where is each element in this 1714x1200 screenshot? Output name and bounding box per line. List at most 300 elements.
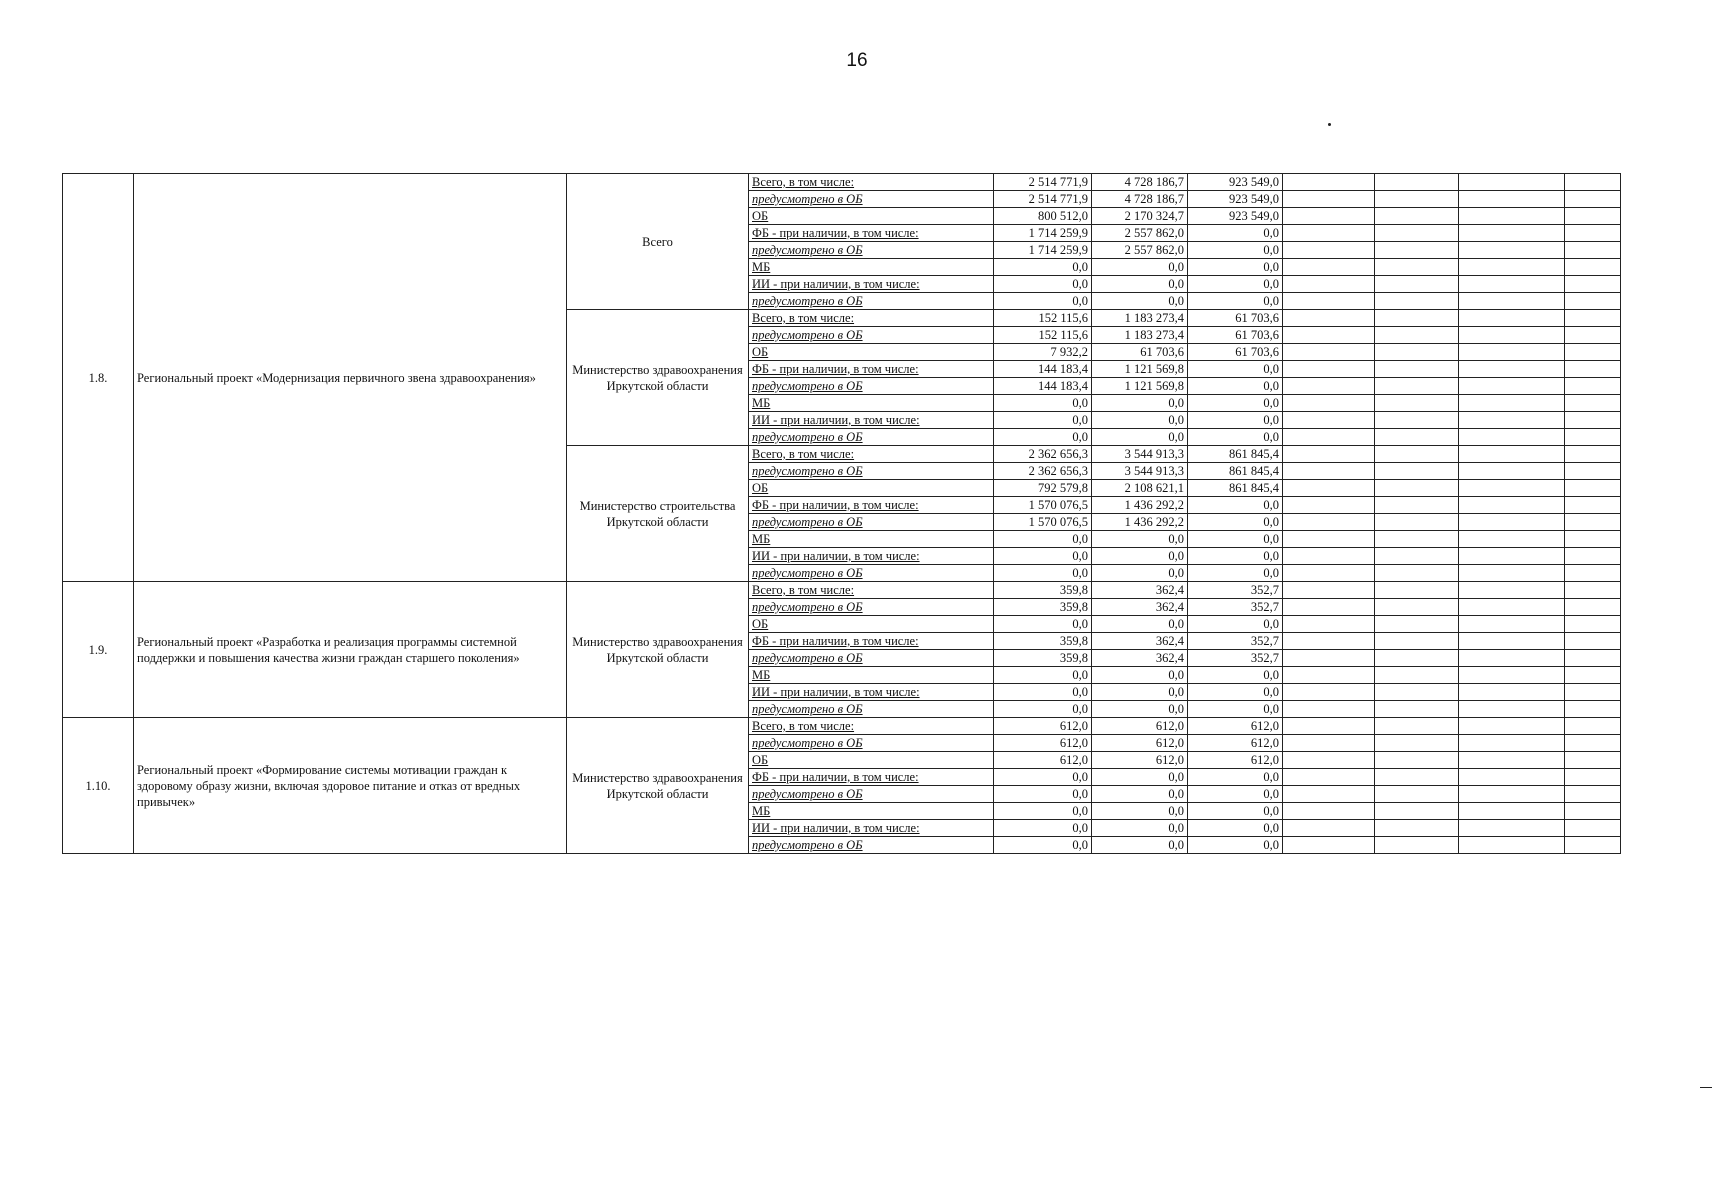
funding-source-label: ФБ - при наличии, в том числе:	[749, 633, 994, 650]
amount-cell: 359,8	[994, 633, 1092, 650]
amount-cell: 362,4	[1092, 582, 1188, 599]
empty-cell	[1565, 463, 1621, 480]
amount-cell: 923 549,0	[1188, 208, 1283, 225]
empty-cell	[1283, 820, 1375, 837]
empty-cell	[1283, 327, 1375, 344]
empty-cell	[1565, 446, 1621, 463]
empty-cell	[1459, 208, 1565, 225]
funding-source-label: ФБ - при наличии, в том числе:	[749, 361, 994, 378]
empty-cell	[1459, 837, 1565, 854]
empty-cell	[1565, 701, 1621, 718]
empty-cell	[1375, 718, 1459, 735]
empty-cell	[1565, 820, 1621, 837]
empty-cell	[1459, 361, 1565, 378]
amount-cell: 0,0	[994, 616, 1092, 633]
executor-cell: Министерство здравоохранения Иркутской области	[567, 582, 749, 718]
empty-cell	[1283, 463, 1375, 480]
empty-cell	[1375, 735, 1459, 752]
funding-source-label: предусмотрено в ОБ	[749, 786, 994, 803]
funding-source-label: МБ	[749, 667, 994, 684]
funding-source-label: ФБ - при наличии, в том числе:	[749, 225, 994, 242]
funding-source-label: предусмотрено в ОБ	[749, 293, 994, 310]
amount-cell: 2 557 862,0	[1092, 242, 1188, 259]
funding-source-label: ФБ - при наличии, в том числе:	[749, 769, 994, 786]
amount-cell: 3 544 913,3	[1092, 446, 1188, 463]
funding-source-label: ИИ - при наличии, в том числе:	[749, 412, 994, 429]
empty-cell	[1459, 565, 1565, 582]
amount-cell: 861 845,4	[1188, 463, 1283, 480]
funding-source-label: МБ	[749, 395, 994, 412]
empty-cell	[1283, 276, 1375, 293]
empty-cell	[1375, 837, 1459, 854]
amount-cell: 612,0	[1092, 752, 1188, 769]
amount-cell: 0,0	[1092, 412, 1188, 429]
empty-cell	[1375, 463, 1459, 480]
amount-cell: 0,0	[1092, 769, 1188, 786]
executor-cell: Министерство строительства Иркутской области	[567, 446, 749, 582]
empty-cell	[1459, 174, 1565, 191]
funding-source-label: Всего, в том числе:	[749, 446, 994, 463]
amount-cell: 0,0	[1188, 684, 1283, 701]
empty-cell	[1459, 429, 1565, 446]
empty-cell	[1565, 531, 1621, 548]
amount-cell: 0,0	[994, 395, 1092, 412]
amount-cell: 0,0	[1092, 276, 1188, 293]
empty-cell	[1283, 395, 1375, 412]
empty-cell	[1283, 837, 1375, 854]
funding-source-label: предусмотрено в ОБ	[749, 837, 994, 854]
empty-cell	[1459, 769, 1565, 786]
empty-cell	[1283, 412, 1375, 429]
empty-cell	[1375, 565, 1459, 582]
empty-cell	[1459, 327, 1565, 344]
amount-cell: 4 728 186,7	[1092, 174, 1188, 191]
empty-cell	[1283, 344, 1375, 361]
empty-cell	[1459, 786, 1565, 803]
empty-cell	[1375, 310, 1459, 327]
empty-cell	[1565, 310, 1621, 327]
empty-cell	[1375, 361, 1459, 378]
executor-cell: Министерство здравоохранения Иркутской области	[567, 718, 749, 854]
amount-cell: 0,0	[1092, 701, 1188, 718]
empty-cell	[1565, 208, 1621, 225]
funding-source-label: Всего, в том числе:	[749, 582, 994, 599]
empty-cell	[1283, 803, 1375, 820]
amount-cell: 152 115,6	[994, 310, 1092, 327]
empty-cell	[1375, 769, 1459, 786]
amount-cell: 612,0	[994, 752, 1092, 769]
empty-cell	[1375, 378, 1459, 395]
amount-cell: 0,0	[1092, 667, 1188, 684]
empty-cell	[1565, 650, 1621, 667]
amount-cell: 0,0	[1188, 786, 1283, 803]
amount-cell: 0,0	[1092, 837, 1188, 854]
amount-cell: 1 183 273,4	[1092, 327, 1188, 344]
executor-cell: Министерство здравоохранения Иркутской области	[567, 310, 749, 446]
funding-source-label: ОБ	[749, 616, 994, 633]
amount-cell: 0,0	[1188, 497, 1283, 514]
empty-cell	[1459, 259, 1565, 276]
empty-cell	[1565, 429, 1621, 446]
amount-cell: 0,0	[994, 837, 1092, 854]
empty-cell	[1459, 293, 1565, 310]
amount-cell: 612,0	[1092, 735, 1188, 752]
empty-cell	[1375, 514, 1459, 531]
empty-cell	[1375, 429, 1459, 446]
empty-cell	[1565, 548, 1621, 565]
amount-cell: 0,0	[994, 786, 1092, 803]
empty-cell	[1283, 735, 1375, 752]
funding-source-label: предусмотрено в ОБ	[749, 735, 994, 752]
amount-cell: 1 121 569,8	[1092, 361, 1188, 378]
project-number: 1.8.	[63, 174, 134, 582]
funding-source-label: МБ	[749, 259, 994, 276]
amount-cell: 0,0	[994, 667, 1092, 684]
amount-cell: 0,0	[1188, 820, 1283, 837]
empty-cell	[1375, 684, 1459, 701]
amount-cell: 0,0	[994, 412, 1092, 429]
empty-cell	[1283, 378, 1375, 395]
amount-cell: 0,0	[1188, 242, 1283, 259]
amount-cell: 1 714 259,9	[994, 225, 1092, 242]
amount-cell: 1 183 273,4	[1092, 310, 1188, 327]
page-number: 16	[846, 50, 868, 71]
amount-cell: 0,0	[994, 429, 1092, 446]
empty-cell	[1459, 718, 1565, 735]
funding-source-label: ИИ - при наличии, в том числе:	[749, 820, 994, 837]
amount-cell: 0,0	[1188, 225, 1283, 242]
empty-cell	[1375, 633, 1459, 650]
amount-cell: 152 115,6	[994, 327, 1092, 344]
amount-cell: 352,7	[1188, 650, 1283, 667]
amount-cell: 861 845,4	[1188, 480, 1283, 497]
empty-cell	[1375, 582, 1459, 599]
empty-cell	[1565, 480, 1621, 497]
empty-cell	[1283, 514, 1375, 531]
empty-cell	[1565, 327, 1621, 344]
empty-cell	[1459, 412, 1565, 429]
empty-cell	[1283, 174, 1375, 191]
empty-cell	[1283, 633, 1375, 650]
empty-cell	[1375, 412, 1459, 429]
empty-cell	[1283, 548, 1375, 565]
amount-cell: 61 703,6	[1188, 310, 1283, 327]
empty-cell	[1375, 174, 1459, 191]
empty-cell	[1375, 191, 1459, 208]
empty-cell	[1375, 344, 1459, 361]
amount-cell: 1 436 292,2	[1092, 497, 1188, 514]
empty-cell	[1283, 361, 1375, 378]
amount-cell: 612,0	[1188, 752, 1283, 769]
amount-cell: 1 121 569,8	[1092, 378, 1188, 395]
amount-cell: 0,0	[1188, 667, 1283, 684]
empty-cell	[1283, 531, 1375, 548]
amount-cell: 359,8	[994, 599, 1092, 616]
amount-cell: 0,0	[994, 769, 1092, 786]
project-number: 1.10.	[63, 718, 134, 854]
amount-cell: 2 170 324,7	[1092, 208, 1188, 225]
amount-cell: 2 108 621,1	[1092, 480, 1188, 497]
empty-cell	[1565, 786, 1621, 803]
empty-cell	[1565, 191, 1621, 208]
amount-cell: 362,4	[1092, 650, 1188, 667]
empty-cell	[1565, 378, 1621, 395]
empty-cell	[1565, 293, 1621, 310]
amount-cell: 0,0	[1188, 548, 1283, 565]
funding-source-label: предусмотрено в ОБ	[749, 378, 994, 395]
amount-cell: 144 183,4	[994, 378, 1092, 395]
empty-cell	[1565, 752, 1621, 769]
empty-cell	[1459, 225, 1565, 242]
empty-cell	[1565, 242, 1621, 259]
empty-cell	[1459, 667, 1565, 684]
empty-cell	[1565, 684, 1621, 701]
empty-cell	[1283, 650, 1375, 667]
amount-cell: 0,0	[1092, 616, 1188, 633]
funding-source-label: ОБ	[749, 208, 994, 225]
empty-cell	[1375, 701, 1459, 718]
amount-cell: 352,7	[1188, 582, 1283, 599]
empty-cell	[1283, 225, 1375, 242]
empty-cell	[1459, 463, 1565, 480]
amount-cell: 0,0	[1092, 259, 1188, 276]
empty-cell	[1283, 752, 1375, 769]
empty-cell	[1565, 514, 1621, 531]
funding-source-label: ИИ - при наличии, в том числе:	[749, 276, 994, 293]
funding-source-label: ОБ	[749, 752, 994, 769]
empty-cell	[1283, 769, 1375, 786]
funding-source-label: МБ	[749, 803, 994, 820]
empty-cell	[1565, 344, 1621, 361]
empty-cell	[1459, 752, 1565, 769]
empty-cell	[1459, 735, 1565, 752]
funding-source-label: Всего, в том числе:	[749, 310, 994, 327]
empty-cell	[1283, 480, 1375, 497]
amount-cell: 1 436 292,2	[1092, 514, 1188, 531]
funding-source-label: предусмотрено в ОБ	[749, 599, 994, 616]
amount-cell: 61 703,6	[1092, 344, 1188, 361]
amount-cell: 0,0	[1188, 293, 1283, 310]
amount-cell: 1 714 259,9	[994, 242, 1092, 259]
empty-cell	[1283, 718, 1375, 735]
amount-cell: 61 703,6	[1188, 344, 1283, 361]
empty-cell	[1375, 259, 1459, 276]
empty-cell	[1283, 429, 1375, 446]
empty-cell	[1459, 242, 1565, 259]
empty-cell	[1375, 820, 1459, 837]
empty-cell	[1565, 361, 1621, 378]
amount-cell: 0,0	[1092, 684, 1188, 701]
empty-cell	[1375, 548, 1459, 565]
amount-cell: 362,4	[1092, 599, 1188, 616]
empty-cell	[1375, 327, 1459, 344]
amount-cell: 0,0	[994, 276, 1092, 293]
empty-cell	[1459, 701, 1565, 718]
empty-cell	[1459, 684, 1565, 701]
empty-cell	[1565, 633, 1621, 650]
amount-cell: 0,0	[1092, 395, 1188, 412]
project-name: Региональный проект «Разработка и реализация программы системной поддержки и повышения качества жизни граждан старшего поколения»	[134, 582, 567, 718]
amount-cell: 0,0	[994, 548, 1092, 565]
amount-cell: 0,0	[1092, 531, 1188, 548]
amount-cell: 0,0	[1092, 803, 1188, 820]
empty-cell	[1283, 786, 1375, 803]
amount-cell: 362,4	[1092, 633, 1188, 650]
amount-cell: 923 549,0	[1188, 174, 1283, 191]
empty-cell	[1459, 548, 1565, 565]
empty-cell	[1375, 497, 1459, 514]
amount-cell: 0,0	[1188, 616, 1283, 633]
empty-cell	[1459, 446, 1565, 463]
empty-cell	[1375, 786, 1459, 803]
empty-cell	[1375, 446, 1459, 463]
amount-cell: 4 728 186,7	[1092, 191, 1188, 208]
amount-cell: 1 570 076,5	[994, 514, 1092, 531]
amount-cell: 792 579,8	[994, 480, 1092, 497]
table-row	[63, 582, 1621, 599]
funding-source-label: ОБ	[749, 344, 994, 361]
empty-cell	[1375, 242, 1459, 259]
amount-cell: 352,7	[1188, 633, 1283, 650]
empty-cell	[1283, 310, 1375, 327]
amount-cell: 0,0	[1092, 293, 1188, 310]
funding-source-label: МБ	[749, 531, 994, 548]
empty-cell	[1565, 174, 1621, 191]
amount-cell: 0,0	[1188, 259, 1283, 276]
amount-cell: 0,0	[994, 259, 1092, 276]
amount-cell: 0,0	[994, 684, 1092, 701]
amount-cell: 0,0	[1188, 395, 1283, 412]
empty-cell	[1283, 259, 1375, 276]
empty-cell	[1565, 225, 1621, 242]
empty-cell	[1459, 582, 1565, 599]
amount-cell: 0,0	[994, 701, 1092, 718]
amount-cell: 612,0	[994, 718, 1092, 735]
empty-cell	[1283, 582, 1375, 599]
empty-cell	[1375, 752, 1459, 769]
funding-source-label: предусмотрено в ОБ	[749, 191, 994, 208]
amount-cell: 0,0	[1188, 565, 1283, 582]
empty-cell	[1459, 276, 1565, 293]
amount-cell: 0,0	[1092, 548, 1188, 565]
project-name: Региональный проект «Модернизация первичного звена здравоохранения»	[134, 174, 567, 582]
empty-cell	[1375, 395, 1459, 412]
empty-cell	[1459, 395, 1565, 412]
empty-cell	[1375, 225, 1459, 242]
empty-cell	[1459, 378, 1565, 395]
empty-cell	[1565, 565, 1621, 582]
amount-cell: 0,0	[1188, 378, 1283, 395]
amount-cell: 0,0	[1188, 701, 1283, 718]
empty-cell	[1283, 208, 1375, 225]
amount-cell: 612,0	[1188, 735, 1283, 752]
amount-cell: 861 845,4	[1188, 446, 1283, 463]
empty-cell	[1283, 242, 1375, 259]
amount-cell: 3 544 913,3	[1092, 463, 1188, 480]
empty-cell	[1375, 599, 1459, 616]
scan-speck	[1328, 123, 1331, 126]
amount-cell: 0,0	[1188, 361, 1283, 378]
empty-cell	[1565, 276, 1621, 293]
funding-source-label: ИИ - при наличии, в том числе:	[749, 548, 994, 565]
funding-source-label: предусмотрено в ОБ	[749, 650, 994, 667]
empty-cell	[1283, 191, 1375, 208]
funding-source-label: предусмотрено в ОБ	[749, 701, 994, 718]
funding-source-label: предусмотрено в ОБ	[749, 242, 994, 259]
scan-speck	[1700, 1087, 1712, 1088]
empty-cell	[1565, 803, 1621, 820]
amount-cell: 0,0	[994, 293, 1092, 310]
empty-cell	[1283, 684, 1375, 701]
funding-source-label: предусмотрено в ОБ	[749, 514, 994, 531]
amount-cell: 1 570 076,5	[994, 497, 1092, 514]
empty-cell	[1283, 446, 1375, 463]
empty-cell	[1375, 803, 1459, 820]
empty-cell	[1565, 259, 1621, 276]
empty-cell	[1283, 667, 1375, 684]
amount-cell: 612,0	[1092, 718, 1188, 735]
funding-source-label: предусмотрено в ОБ	[749, 327, 994, 344]
amount-cell: 2 514 771,9	[994, 174, 1092, 191]
budget-table	[62, 173, 1621, 854]
empty-cell	[1375, 531, 1459, 548]
amount-cell: 0,0	[1092, 565, 1188, 582]
empty-cell	[1283, 497, 1375, 514]
empty-cell	[1375, 276, 1459, 293]
empty-cell	[1375, 480, 1459, 497]
amount-cell: 0,0	[1188, 429, 1283, 446]
amount-cell: 0,0	[1092, 820, 1188, 837]
empty-cell	[1565, 735, 1621, 752]
empty-cell	[1459, 820, 1565, 837]
amount-cell: 359,8	[994, 650, 1092, 667]
funding-source-label: ИИ - при наличии, в том числе:	[749, 684, 994, 701]
table-row	[63, 174, 1621, 191]
empty-cell	[1459, 599, 1565, 616]
amount-cell: 0,0	[1188, 803, 1283, 820]
amount-cell: 0,0	[994, 531, 1092, 548]
amount-cell: 7 932,2	[994, 344, 1092, 361]
empty-cell	[1283, 293, 1375, 310]
amount-cell: 800 512,0	[994, 208, 1092, 225]
empty-cell	[1565, 395, 1621, 412]
empty-cell	[1565, 582, 1621, 599]
funding-source-label: Всего, в том числе:	[749, 718, 994, 735]
funding-source-label: предусмотрено в ОБ	[749, 429, 994, 446]
empty-cell	[1459, 803, 1565, 820]
amount-cell: 0,0	[994, 565, 1092, 582]
amount-cell: 2 557 862,0	[1092, 225, 1188, 242]
funding-source-label: ФБ - при наличии, в том числе:	[749, 497, 994, 514]
amount-cell: 2 514 771,9	[994, 191, 1092, 208]
empty-cell	[1565, 718, 1621, 735]
table-row	[63, 718, 1621, 735]
executor-cell: Всего	[567, 174, 749, 310]
empty-cell	[1459, 650, 1565, 667]
amount-cell: 359,8	[994, 582, 1092, 599]
empty-cell	[1375, 208, 1459, 225]
amount-cell: 0,0	[994, 820, 1092, 837]
empty-cell	[1565, 667, 1621, 684]
empty-cell	[1459, 191, 1565, 208]
empty-cell	[1375, 293, 1459, 310]
amount-cell: 0,0	[1188, 769, 1283, 786]
amount-cell: 144 183,4	[994, 361, 1092, 378]
funding-source-label: предусмотрено в ОБ	[749, 463, 994, 480]
amount-cell: 0,0	[1092, 429, 1188, 446]
amount-cell: 2 362 656,3	[994, 463, 1092, 480]
empty-cell	[1565, 412, 1621, 429]
